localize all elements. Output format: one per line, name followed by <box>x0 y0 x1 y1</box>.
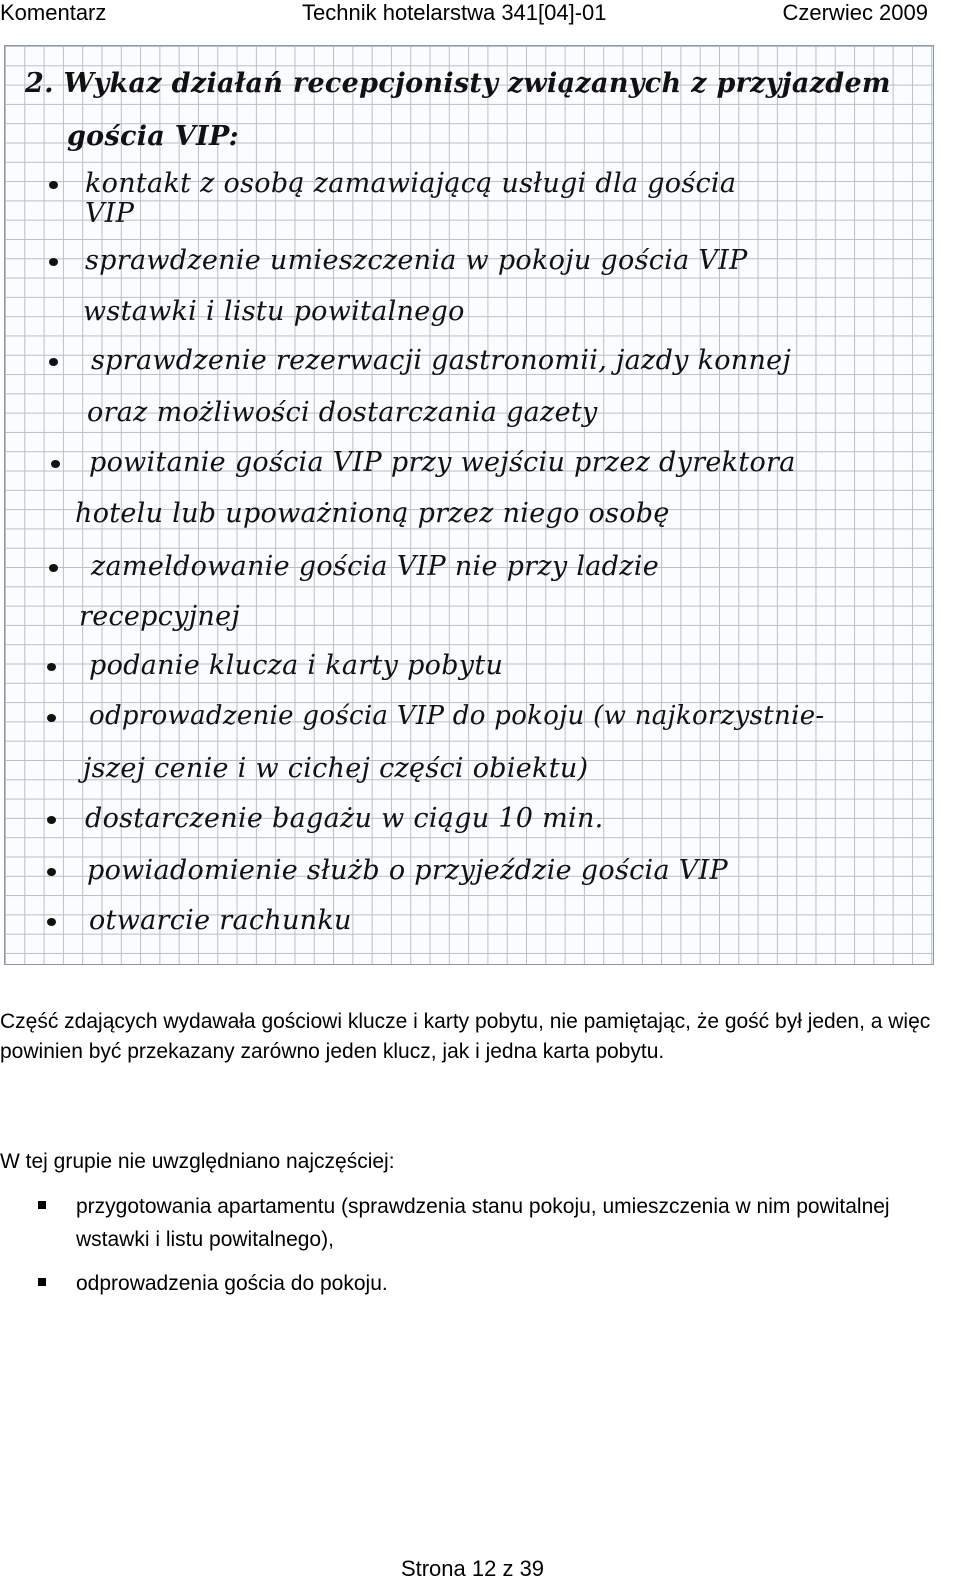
bullet-dot-icon <box>51 460 60 468</box>
handwritten-line: podanie klucza i karty pobytu <box>89 650 504 681</box>
handwritten-line: dostarczenie bagażu w ciągu 10 min. <box>85 803 604 834</box>
bullet-dot-icon <box>47 918 56 926</box>
bullet-dot-icon <box>49 181 58 189</box>
header-date: Czerwiec 2009 <box>782 0 928 25</box>
handwritten-answer-sheet <box>4 45 934 965</box>
list-item-text: odprowadzenia gościa do pokoju. <box>76 1272 388 1296</box>
bullet-dot-icon <box>47 868 56 876</box>
handwritten-title: 2. Wykaz działań recepcjonisty związanych z przyjazdem <box>25 68 891 99</box>
handwritten-line: powitanie gościa VIP przy wejściu przez dyrektora <box>89 447 796 478</box>
square-bullet-icon <box>38 1201 46 1209</box>
list-item <box>0 1191 958 1256</box>
header-document-type: Komentarz <box>0 0 107 25</box>
handwritten-line: jszej cenie i w cichej części obiektu) <box>83 753 589 784</box>
handwritten-line: sprawdzenie umieszczenia w pokoju gościa VIP <box>85 245 748 276</box>
handwritten-line: hotelu lub upoważnioną przez niego osobę <box>75 498 670 529</box>
omissions-list <box>0 1191 958 1313</box>
bullet-dot-icon <box>49 258 58 266</box>
header-exam-title: Technik hotelarstwa 341[04]-01 <box>302 0 607 25</box>
bullet-dot-icon <box>47 663 56 671</box>
page-number: Strona 12 z 39 <box>400 1556 545 1581</box>
bullet-dot-icon <box>47 714 56 722</box>
handwritten-line: powiadomienie służb o przyjeździe gościa VIP <box>87 855 728 886</box>
list-item <box>0 1268 958 1301</box>
paragraph-omissions-intro: W tej grupie nie uwzględniano najczęściej: <box>0 1150 395 1173</box>
handwritten-line: wstawki i listu powitalnego <box>83 296 465 327</box>
handwritten-line: recepcyjnej <box>79 601 241 632</box>
bullet-dot-icon <box>49 358 58 366</box>
handwritten-line: zameldowanie gościa VIP nie przy ladzie <box>91 551 660 582</box>
bullet-dot-icon <box>47 816 56 824</box>
handwritten-line: otwarcie rachunku <box>89 905 352 936</box>
square-bullet-icon <box>38 1278 46 1286</box>
handwritten-line: sprawdzenie rezerwacji gastronomii, jazdy konnej <box>91 345 792 376</box>
handwritten-title-continued: gościa VIP: <box>67 121 239 152</box>
handwritten-line: kontakt z osobą zamawiającą usługi dla gościa <box>85 168 737 199</box>
handwritten-line: odprowadzenie gościa VIP do pokoju (w najkorzystnie- <box>89 701 825 731</box>
list-item-text: przygotowania apartamentu (sprawdzenia stanu pokoju, umieszczenia w nim powitalnej wstawki i listu powitalnego), <box>76 1195 890 1251</box>
handwritten-line: oraz możliwości dostarczania gazety <box>87 397 598 428</box>
bullet-dot-icon <box>49 564 58 572</box>
paragraph-commentary: Część zdających wydawała gościowi klucze i karty pobytu, nie pamiętając, że gość był jeden, a więc powinien być przekazany zarówno jeden klucz, jak i jedna karta pobytu. <box>0 1010 931 1064</box>
handwritten-line: VIP <box>85 198 135 229</box>
page-header <box>0 0 960 30</box>
